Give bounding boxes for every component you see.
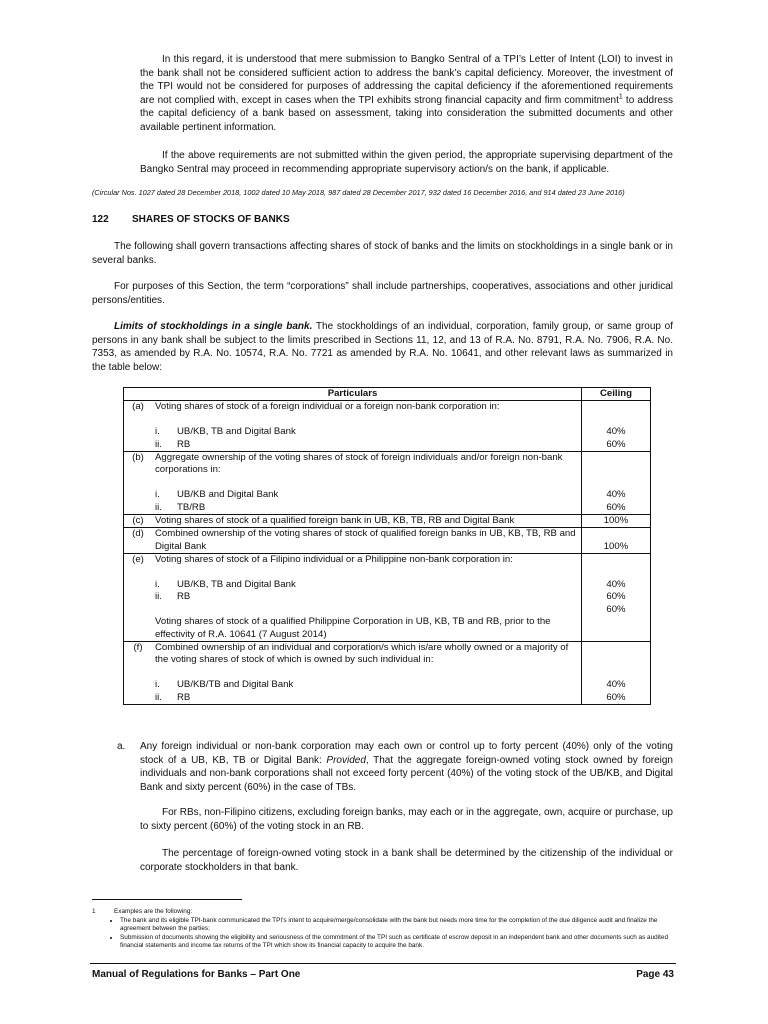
table-row: (a) Voting shares of stock of a foreign individual or a foreign non-bank corporation in: i. UB/KB, TB and Digital Bank ii. RB 40% 60%	[124, 401, 651, 452]
footer-divider	[90, 963, 676, 964]
list-item: • Submission of documents showing the eligibility and seriousness of the commitment of the TPI such as certificate of escrow deposit in an independent bank and other documents such as audited financial statements and income tax returns of the TPI which show its financial capacity to acquire the bank.	[120, 934, 674, 951]
item-a-paragraph: Any foreign individual or non-bank corporation may each own or control up to forty percent (40%) only of the voting stock of a UB, KB, TB or Digital Bank: Provided, That the aggregate foreign-owned voting stock owned by foreign individuals and non-bank corporations shall not exceed forty percent (40%) of the voting stock of the UB/KB, and Digital Bank and sixty percent (60%) in the case of TBs.	[140, 741, 673, 793]
header-particulars: Particulars	[124, 388, 582, 401]
circular-citation: (Circular Nos. 1027 dated 28 December 2018, 1002 dated 10 May 2018, 987 dated 28 December 2017, 932 dated 16 December 2016, and 914 dated 23 June 2016)	[92, 188, 625, 197]
section-intro-paragraph: The following shall govern transactions affecting shares of stock of banks and the limits on stockholdings in a single bank or in several banks.	[92, 241, 673, 266]
section-title: SHARES OF STOCKS OF BANKS	[132, 214, 290, 225]
table-header-row	[124, 388, 651, 401]
table-row: (e) Voting shares of stock of a Filipino individual or a Philippine non-bank corporation in: i. UB/KB, TB and Digital Bank ii. RB Voting shares of stock of a qualified Philippine Corporation in UB, KB, TB and RB, prior to the effectivity of R.A. 10641 (7 August 2014) 40% 60% 60%	[124, 554, 651, 642]
footnote: 1 Examples are the following: • The bank and its eligible TPI-bank communicated the TPI’s intent to acquire/merge/consolidate with the bank but needs more time for the completion of the due diligence audit and finalize the agreement between the parties; • Submission of documents showing the eligibility and seriousness of the commitment of the TPI such as certificate of escrow deposit in an independent bank and other documents such as audited financial statements and income tax returns of the TPI which show its financial capacity to acquire the bank.	[92, 908, 674, 951]
rb-foreign-ownership-paragraph: For RBs, non-Filipino citizens, excluding foreign banks, may each or in the aggregate, own, acquire or purchase, up to sixty percent (60%) of the voting stock in an RB.	[140, 807, 673, 832]
section-number: 122	[92, 214, 109, 225]
limits-paragraph: Limits of stockholdings in a single bank. The stockholdings of an individual, corporation, family group, or same group of persons in any bank shall be subject to the limits prescribed in Sections 11, 12, and 13 of R.A. No. 8791, R.A. No. 7906, R.A. No. 7353, as amended by R.A. No. 10574, R.A. No. 7721 as amended by R.A. No. 10641, and other relevant laws as summarized in the table below:	[92, 321, 673, 373]
section-heading	[92, 213, 290, 227]
stockholding-limits-table	[123, 387, 651, 705]
table-row: (b) Aggregate ownership of the voting shares of stock of foreign individuals and/or foreign non-bank corporations in: i. UB/KB and Digital Bank ii. TB/RB 40% 60%	[124, 452, 651, 515]
footnote-list	[92, 917, 674, 951]
list-item: • The bank and its eligible TPI-bank communicated the TPI’s intent to acquire/merge/consolidate with the bank but needs more time for the completion of the due diligence audit and finalize the agreement between the parties;	[120, 917, 674, 934]
table-row: (c) Voting shares of stock of a qualified foreign bank in UB, KB, TB, RB and Digital Bank 100%	[124, 515, 651, 528]
limits-lead: Limits of stockholdings in a single bank.	[114, 321, 313, 332]
citizenship-paragraph: The percentage of foreign-owned voting stock in a bank shall be determined by the citizenship of the individual or corporate stockholders in that bank.	[140, 848, 673, 873]
paragraph-loi: In this regard, it is understood that mere submission to Bangko Sentral of a TPI’s Letter of Intent (LOI) to invest in the bank shall not be considered sufficient action to address the bank’s capital deficiency. Moreover, the investment of the TPI would not be considered for purposes of addressing the capital deficiency if the aforementioned requirements are not complied with, except in cases when the TPI exhibits strong financial capacity and firm commitment$^1$ to address the capital deficiency of a bank based on assessment, taking into consideration the submitted documents and other available pertinent information.	[140, 54, 673, 133]
paragraph-supervisory-action: If the above requirements are not submitted within the given period, the appropriate supervising department of the Bangko Sentral may proceed in recommending appropriate supervisory action/s on the bank, if applicable.	[140, 150, 673, 175]
footnote-divider	[92, 899, 242, 900]
page-footer	[92, 968, 674, 982]
manual-title: Manual of Regulations for Banks – Part One	[92, 969, 301, 980]
footnote-mark: 1	[92, 908, 96, 915]
table-row: (d) Combined ownership of the voting shares of stock of qualified foreign banks in UB, KB, TB, RB and Digital Bank 100%	[124, 528, 651, 554]
corporations-definition-paragraph: For purposes of this Section, the term “corporations” shall include partnerships, cooperatives, associations and other juridical persons/entities.	[92, 281, 673, 306]
page-number: Page 43	[636, 969, 674, 980]
footnote-ref[interactable]: 1	[618, 93, 623, 101]
header-ceiling: Ceiling	[582, 388, 651, 401]
table-row: (f) Combined ownership of an individual and corporation/s which is/are wholly owned or a majority of the voting shares of stock of which is owned by such individual in: i. UB/KB/TB and Digital Bank ii. RB 40% 60%	[124, 642, 651, 705]
item-a-label: a.	[117, 741, 126, 752]
